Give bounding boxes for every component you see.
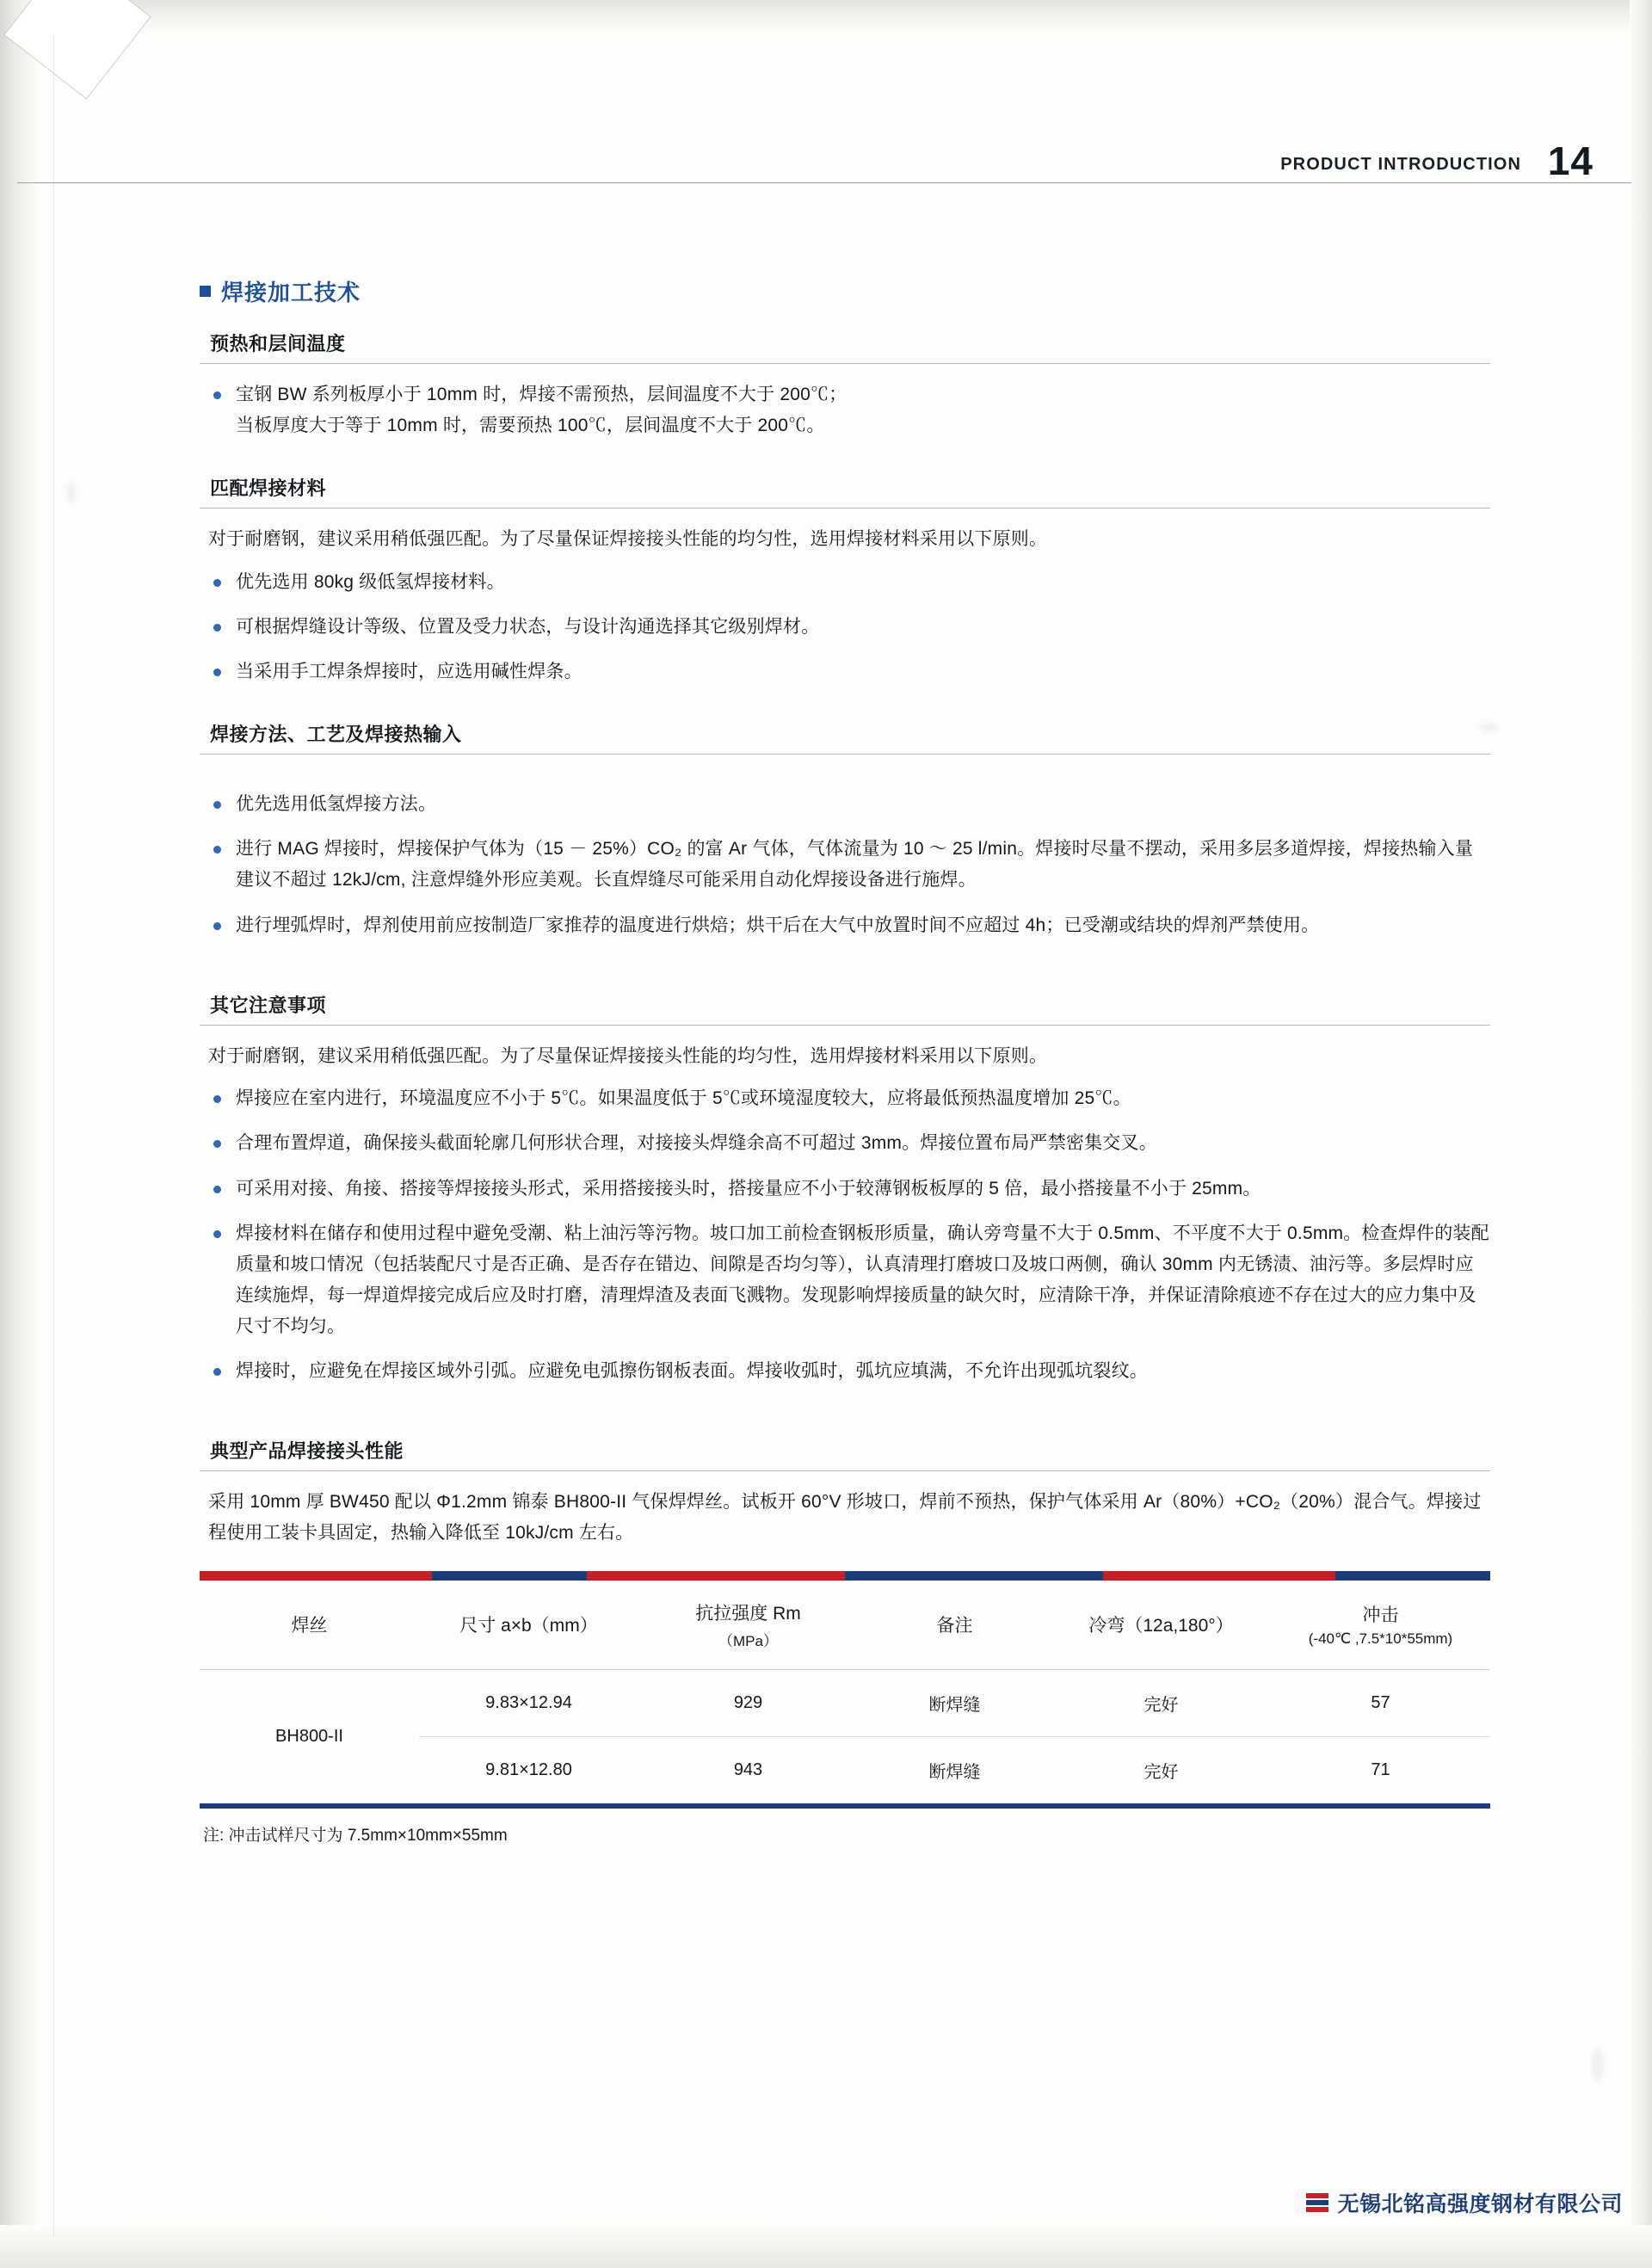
paragraph: 采用 10mm 厚 BW450 配以 Φ1.2mm 锦泰 BH800-II 气保焊焊丝。试板开 60°V 形坡口，焊前不预热，保护气体采用 Ar（80%）+CO₂（20%）混合气。焊接过程使用工装卡具固定，热输入降低至 10kJ/cm 左右。	[208, 1492, 1482, 1543]
bullet-list	[200, 1083, 1490, 1387]
cell-wire: BH800-II	[275, 1726, 343, 1746]
list-item	[200, 656, 1490, 687]
column-header-subtext: (-40℃ ,7.5*10*55mm)	[1308, 1630, 1453, 1648]
bar-segment-blue	[845, 1571, 1103, 1581]
block-welding-materials	[200, 474, 1490, 687]
column-header-text: 抗拉强度 Rm	[695, 1603, 801, 1624]
list-item	[200, 1356, 1490, 1387]
rule	[200, 754, 1490, 755]
table-head	[200, 1581, 1490, 1670]
cell-remark: 断焊缝	[928, 1695, 981, 1715]
rule	[200, 1025, 1490, 1026]
list-item-text: 可采用对接、角接、搭接等焊接接头形式，采用搭接接头时，搭接量应不小于较薄钢板板厚的 5 倍，最小搭接量不小于 25mm。	[236, 1178, 1261, 1199]
paragraph: 对于耐磨钢，建议采用稍低强匹配。为了尽量保证焊接接头性能的均匀性，选用焊接材料采用以下原则。	[208, 529, 1048, 550]
scan-edge-top	[0, 0, 1652, 34]
company-name: 无锡北铭高强度钢材有限公司	[1337, 2192, 1623, 2216]
block-welding-method	[200, 720, 1490, 940]
bar-segment-red	[1103, 1571, 1335, 1581]
document-content	[200, 275, 1490, 1846]
cell-impact: 57	[1371, 1692, 1390, 1712]
cell-size: 9.83×12.94	[485, 1692, 572, 1712]
table-note: 注: 冲击试样尺寸为 7.5mm×10mm×55mm	[203, 1826, 508, 1845]
column-header-wire	[200, 1581, 419, 1670]
column-header-size	[419, 1581, 638, 1670]
block-other-notes	[200, 991, 1490, 1388]
list-item-text: 宝钢 BW 系列板厚小于 10mm 时，焊接不需预热，层间温度不大于 200℃； 当板厚度大于等于 10mm 时，需要预热 100℃，层间温度不大于 200℃。	[236, 385, 848, 436]
cell-size: 9.81×12.80	[419, 1736, 638, 1803]
bar-segment-blue	[1335, 1571, 1490, 1581]
list-item-text: 进行 MAG 焊接时，焊接保护气体为（15 － 25%）CO₂ 的富 Ar 气体，气体流量为 10 ～ 25 l/min。焊接时尽量不摆动，采用多层多道焊接，焊接热输入量建议不超过 12kJ/cm, 注意焊缝外形应美观。长直焊缝尽可能采用自动化焊接设备进行施焊。	[236, 839, 1474, 891]
bullet-list	[200, 567, 1490, 687]
table-body	[200, 1669, 1490, 1803]
column-header-impact	[1271, 1581, 1490, 1670]
performance-table-wrapper	[200, 1571, 1490, 1846]
logo-mark-icon	[1306, 2193, 1328, 2212]
list-item	[200, 1083, 1490, 1114]
column-header-remark	[858, 1581, 1051, 1670]
page-number: 14	[1547, 139, 1593, 183]
table-row	[200, 1669, 1490, 1736]
scan-edge-bottom	[0, 2225, 1652, 2268]
cell-bend: 完好	[1051, 1736, 1271, 1803]
list-item	[200, 1174, 1490, 1205]
scan-edge-right	[1630, 0, 1652, 2268]
cell-tensile: 943	[638, 1736, 858, 1803]
column-header-subtext: （MPa）	[718, 1632, 778, 1649]
scan-smudge	[67, 482, 76, 504]
paragraph: 对于耐磨钢，建议采用稍低强匹配。为了尽量保证焊接接头性能的均匀性，选用焊接材料采用以下原则。	[208, 1045, 1048, 1066]
table-header-bar	[200, 1571, 1490, 1581]
table-header-row	[200, 1581, 1490, 1670]
list-item	[200, 834, 1490, 896]
table-footer-bar	[200, 1803, 1490, 1809]
section-heading	[200, 275, 1490, 307]
list-item	[200, 567, 1490, 598]
list-item-text: 进行埋弧焊时，焊剂使用前应按制造厂家推荐的温度进行烘焙；烘干后在大气中放置时间不应超过 4h；已受潮或结块的焊剂严禁使用。	[236, 915, 1320, 935]
rule	[200, 363, 1490, 364]
column-header-bend	[1051, 1581, 1271, 1670]
header-divider	[17, 182, 1631, 183]
list-item	[200, 612, 1490, 643]
cell-remark: 断焊缝	[858, 1736, 1051, 1803]
list-item-text: 焊接时，应避免在焊接区域外引弧。应避免电弧擦伤钢板表面。焊接收弧时，弧坑应填满，不允许出现弧坑裂纹。	[236, 1361, 1148, 1382]
scan-edge-left	[0, 0, 38, 2268]
list-item-text: 当采用手工焊条焊接时，应选用碱性焊条。	[236, 662, 583, 682]
company-logo	[1298, 2182, 1631, 2223]
list-item-text: 可根据焊缝设计等级、位置及受力状态，与设计沟通选择其它级别焊材。	[236, 617, 820, 638]
bullet-list	[200, 789, 1490, 940]
subsection-heading: 预热和层间温度	[210, 333, 346, 354]
page-fold-line	[53, 34, 54, 2237]
bar-segment-red	[587, 1571, 845, 1581]
performance-table	[200, 1581, 1490, 1803]
bullet-list	[200, 379, 1490, 441]
column-header-text: 备注	[936, 1616, 973, 1636]
cell-impact: 71	[1271, 1736, 1490, 1803]
block-preheat	[200, 330, 1490, 441]
subsection-heading: 焊接方法、工艺及焊接热输入	[210, 724, 462, 746]
column-header-text: 冷弯（12a,180°）	[1088, 1616, 1234, 1636]
list-item	[200, 379, 1490, 441]
list-item	[200, 910, 1490, 941]
list-item-text: 焊接应在室内进行，环境温度应不小于 5℃。如果温度低于 5℃或环境湿度较大，应将最低预热温度增加 25℃。	[236, 1088, 1131, 1109]
block-joint-performance	[200, 1437, 1490, 1845]
column-header-text: 尺寸 a×b（mm）	[459, 1616, 598, 1636]
list-item	[200, 789, 1490, 820]
bar-segment-blue	[432, 1571, 587, 1581]
list-item-text: 焊接材料在储存和使用过程中避免受潮、粘上油污等污物。坡口加工前检查钢板形质量，确认旁弯量不大于 0.5mm、不平度不大于 0.5mm。检查焊件的装配质量和坡口情况（包括装配尺寸是否正确、是否存在错边、间隙是否均匀等），认真清理打磨坡口及坡口两侧，确认 30mm 内无锈渍、油污等。多层焊时应连续施焊，每一焊道焊接完成后应及时打磨，清理焊渣及表面飞溅物。发现影响焊接质量的缺欠时，应清除干净，并保证清除痕迹不存在过大的应力集中及尺寸不均匀。	[236, 1223, 1489, 1337]
bar-segment-red	[200, 1571, 432, 1581]
column-header-text: 焊丝	[291, 1616, 328, 1636]
section-title: 焊接加工技术	[221, 280, 361, 305]
list-item-text: 优先选用低氢焊接方法。	[236, 794, 437, 815]
cell-bend: 完好	[1143, 1695, 1179, 1715]
list-item-text: 合理布置焊道，确保接头截面轮廓几何形状合理，对接接头焊缝余高不可超过 3mm。焊接位置布局严禁密集交叉。	[236, 1133, 1157, 1154]
scan-smudge	[1592, 2048, 1604, 2082]
list-item	[200, 1218, 1490, 1342]
subsection-heading: 匹配焊接材料	[210, 478, 327, 500]
subsection-heading: 其它注意事项	[210, 994, 327, 1016]
rule	[200, 1470, 1490, 1471]
bullet-square-icon	[200, 286, 211, 297]
list-item-text: 优先选用 80kg 级低氢焊接材料。	[236, 571, 505, 592]
subsection-heading: 典型产品焊接接头性能	[210, 1440, 404, 1463]
cell-tensile: 929	[733, 1692, 763, 1712]
list-item	[200, 1128, 1490, 1159]
header-section-label: PRODUCT INTRODUCTION	[1280, 155, 1521, 174]
column-header-text: 冲击	[1362, 1605, 1399, 1626]
column-header-tensile	[638, 1581, 858, 1670]
